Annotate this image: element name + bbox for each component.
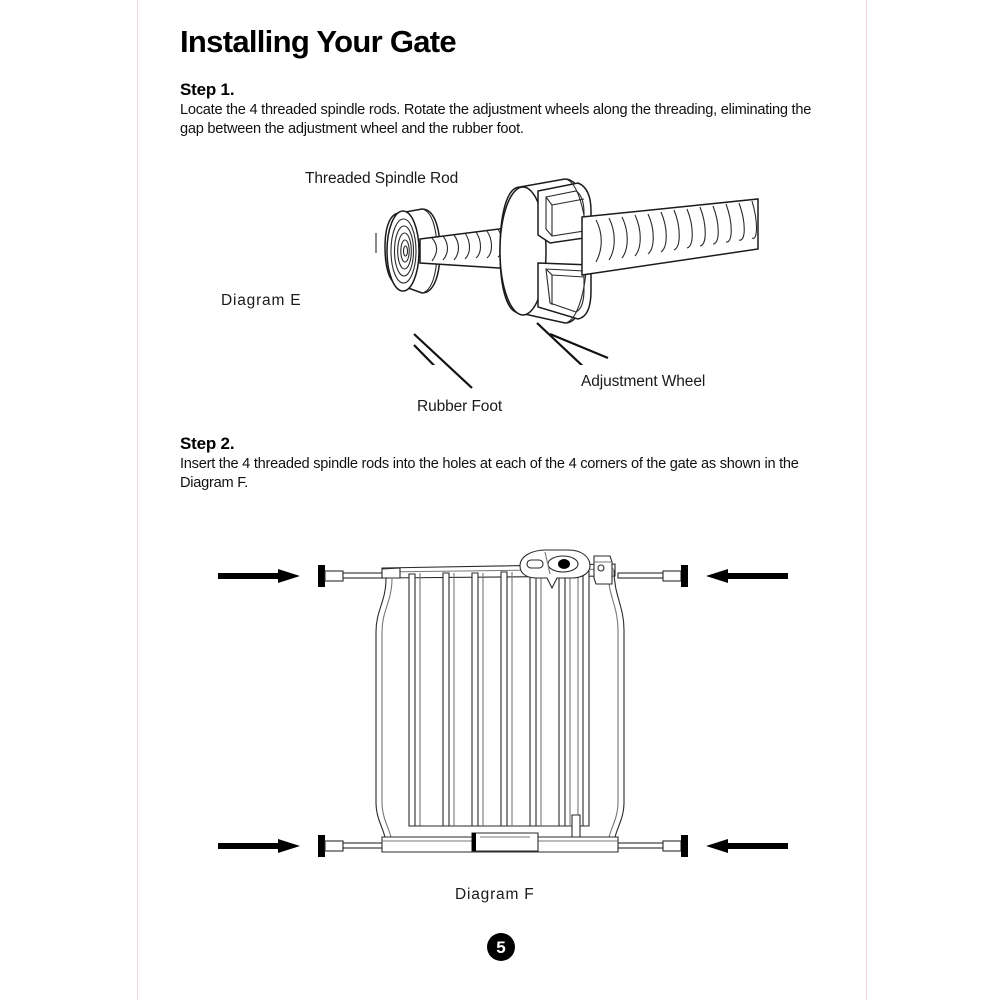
page-number-badge: 5 <box>487 933 515 961</box>
spindle-rod-top-left <box>318 565 388 587</box>
arrow-pointing-right-icon-top-left <box>218 569 300 583</box>
adjustment-wheel-part <box>500 179 591 323</box>
arrow-pointing-left-icon-bottom-right <box>706 839 788 853</box>
gate-vertical-slats <box>443 571 570 826</box>
print-guide-rule-left <box>137 0 138 1000</box>
gate-right-post <box>608 570 624 846</box>
callout-label-rubber-foot: Rubber Foot <box>417 398 503 415</box>
diagram-f-illustration <box>200 540 800 870</box>
step-2-body: Insert the 4 threaded spindle rods into the holes at each of the 4 corners of the gate as shown in the Diagram F. <box>180 456 799 491</box>
arrow-pointing-left-icon-top-right <box>706 569 788 583</box>
callout-label-adjustment-wheel: Adjustment Wheel <box>581 373 706 390</box>
gate-left-post <box>376 578 392 846</box>
spindle-rod-bottom-right <box>618 835 688 857</box>
page-title: Installing Your Gate <box>180 24 456 59</box>
step-1-heading: Step 1. <box>180 80 235 99</box>
spindle-rod-bottom-left <box>318 835 388 857</box>
step-1-body: Locate the 4 threaded spindle rods. Rotate the adjustment wheels along the threading, eliminating the gap between the adjustment wheel and the rubber foot. <box>180 102 812 137</box>
diagram-f-caption: Diagram F <box>455 886 535 903</box>
gate-top-left-bracket <box>382 568 400 578</box>
step-2-heading: Step 2. <box>180 434 235 453</box>
print-guide-rule-right <box>866 0 867 1000</box>
arrow-pointing-right-icon-bottom-left <box>218 839 300 853</box>
gate-latch-catch <box>594 556 612 584</box>
callout-label-threaded-spindle-rod: Threaded Spindle Rod <box>305 170 459 187</box>
threaded-shaft-outer <box>582 199 758 275</box>
diagram-e-caption: Diagram E <box>221 292 302 309</box>
spindle-rod-top-right <box>618 565 688 587</box>
